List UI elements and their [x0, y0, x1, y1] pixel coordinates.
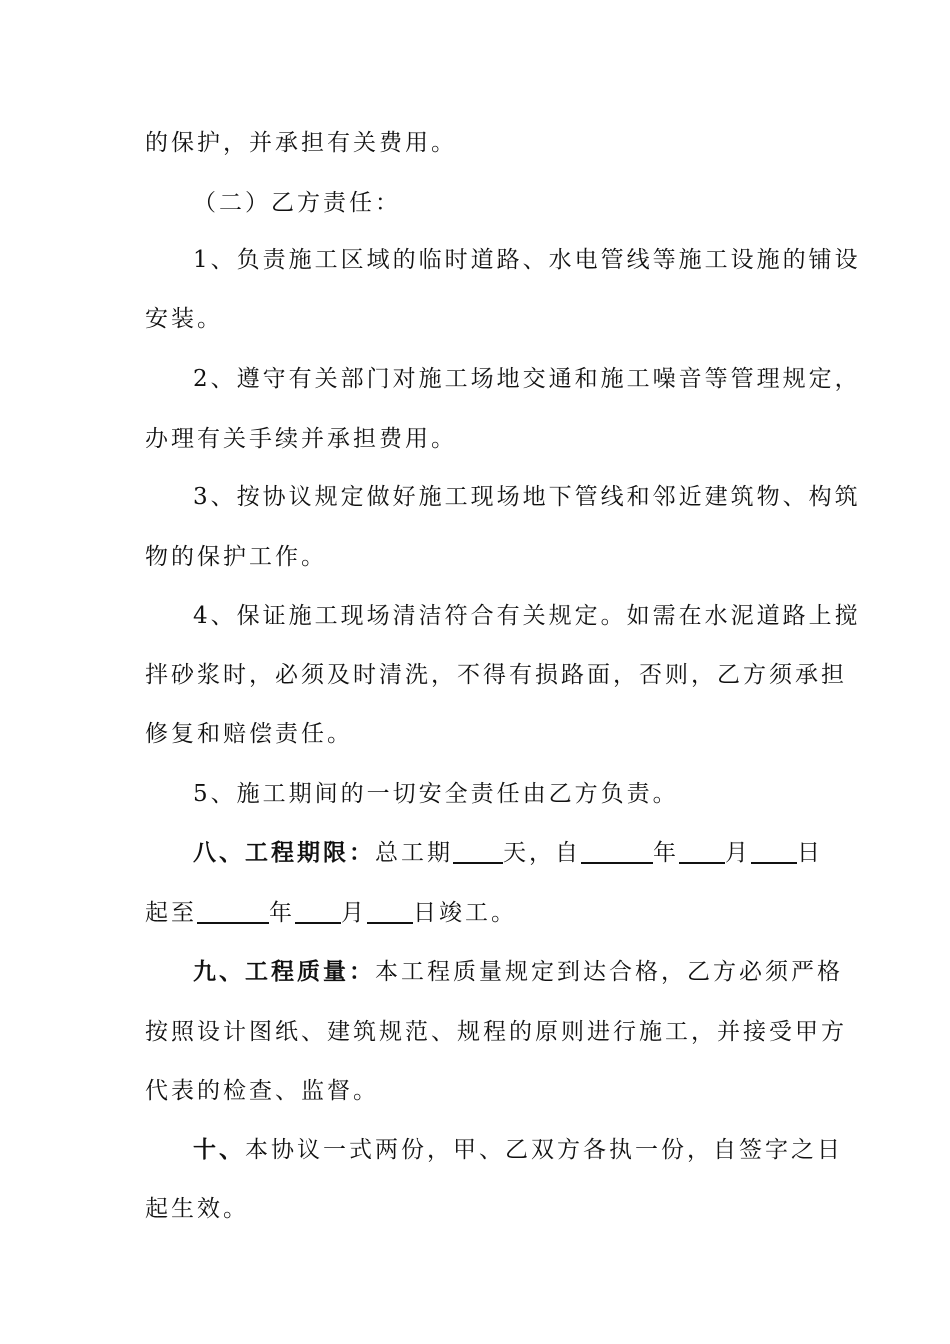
- text-line: 修复和赔偿责任。: [145, 721, 353, 747]
- text-line: 2、遵守有关部门对施工场地交通和施工噪音等管理规定，: [193, 366, 861, 392]
- blank-end-year: [197, 900, 269, 924]
- text-line: 物的保护工作。: [145, 544, 327, 570]
- blank-end-month: [295, 900, 341, 924]
- text-line: 1、负责施工区域的临时道路、水电管线等施工设施的铺设: [193, 247, 861, 273]
- section-8-line-2: 起至 年 月 日竣工。: [145, 900, 517, 926]
- section-9-heading: 九、工程质量：: [193, 959, 375, 985]
- text-line: 办理有关手续并承担费用。: [145, 426, 457, 452]
- section-8-heading: 八、工程期限：: [193, 840, 375, 866]
- blank-start-day: [751, 840, 797, 864]
- blank-start-month: [679, 840, 725, 864]
- text-line: 3、按协议规定做好施工现场地下管线和邻近建筑物、构筑: [193, 484, 861, 510]
- text-line: 拌砂浆时，必须及时清洗，不得有损路面，否则，乙方须承担: [145, 662, 847, 688]
- text-line: 安装。: [145, 306, 223, 332]
- text-line: 的保护，并承担有关费用。: [145, 130, 457, 156]
- section-8-line-1: 八、工程期限：总工期 天，自 年 月 日: [193, 840, 823, 866]
- subsection-heading: （二）乙方责任：: [193, 190, 401, 216]
- blank-days: [453, 840, 503, 864]
- text-line: 代表的检查、监督。: [145, 1078, 379, 1104]
- text-line: 4、保证施工现场清洁符合有关规定。如需在水泥道路上搅: [193, 603, 861, 629]
- section-9-line-1: 九、工程质量：本工程质量规定到达合格，乙方必须严格: [193, 959, 843, 985]
- blank-start-year: [581, 840, 653, 864]
- text-line: 按照设计图纸、建筑规范、规程的原则进行施工，并接受甲方: [145, 1019, 847, 1045]
- text-line: 起生效。: [145, 1196, 249, 1222]
- blank-end-day: [367, 900, 413, 924]
- section-10-line-1: 十、本协议一式两份，甲、乙双方各执一份，自签字之日: [193, 1137, 843, 1163]
- section-10-heading: 十、: [193, 1137, 245, 1163]
- text-line: 5、施工期间的一切安全责任由乙方负责。: [193, 781, 679, 807]
